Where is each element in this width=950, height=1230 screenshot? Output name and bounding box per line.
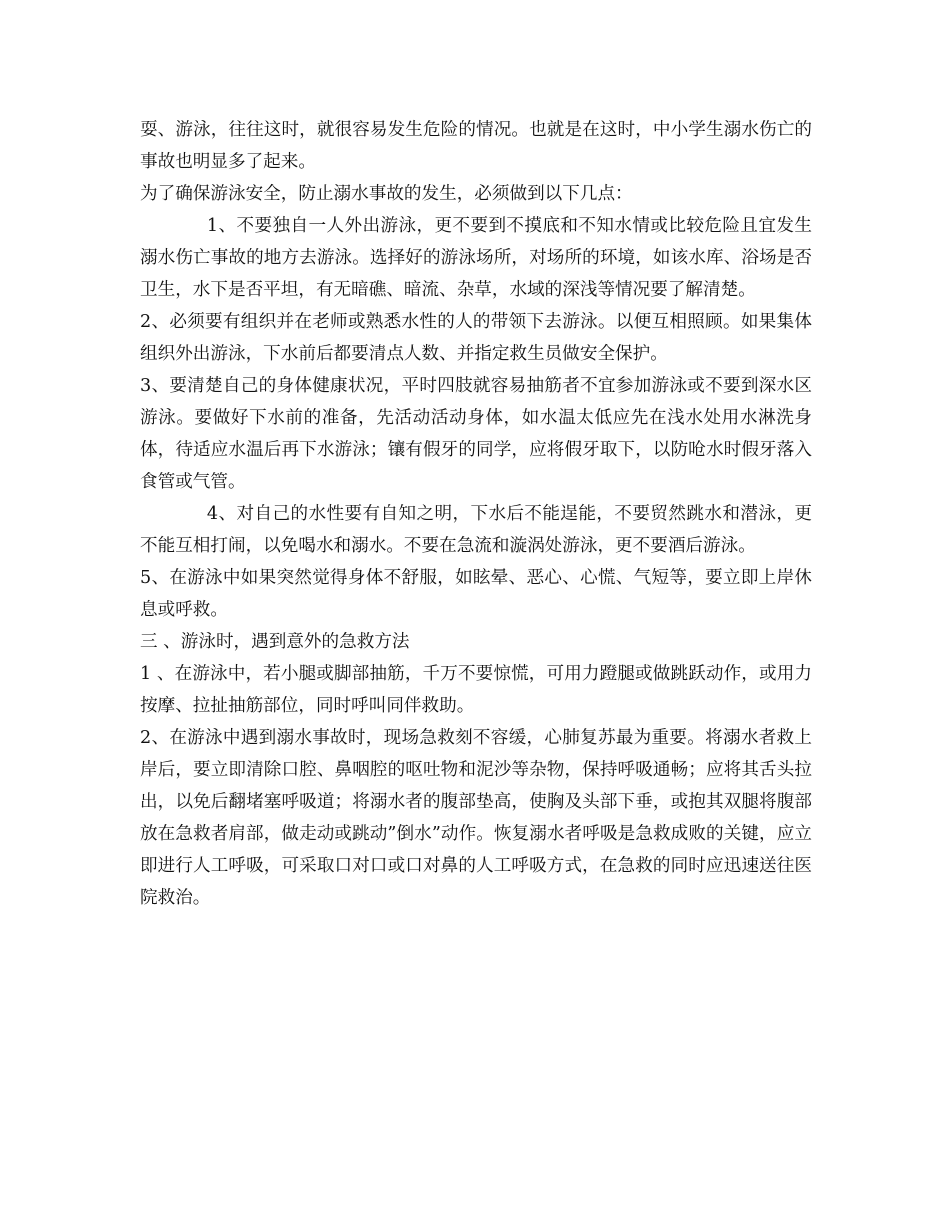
paragraph-intro-continued: 耍、游泳，往往这时，就很容易发生危险的情况。也就是在这时，中小学生溺水伤亡的事故也明显多了起来。 [140, 120, 812, 172]
document-body [140, 114, 812, 914]
section-heading-first-aid: 三 、游泳时，遇到意外的急救方法 [140, 632, 410, 652]
paragraph-first-aid-1: 1 、在游泳中，若小腿或脚部抽筋，千万不要惊慌，可用力蹬腿或做跳跃动作，或用力按摩、拉扯抽筋部位，同时呼叫同伴救助。 [140, 664, 812, 716]
paragraph-rule-3: 3、要清楚自己的身体健康状况，平时四肢就容易抽筋者不宜参加游泳或不要到深水区游泳。要做好下水前的准备，先活动活动身体，如水温太低应先在浅水处用水淋洗身体，待适应水温后再下水游泳；镶有假牙的同学，应将假牙取下，以防呛水时假牙落入食管或气管。 [140, 376, 812, 492]
paragraph-rule-4: 4、对自己的水性要有自知之明，下水后不能逞能，不要贸然跳水和潜泳，更不能互相打闹，以免喝水和溺水。不要在急流和漩涡处游泳，更不要酒后游泳。 [140, 504, 812, 556]
paragraph-rule-2: 2、必须要有组织并在老师或熟悉水性的人的带领下去游泳。以便互相照顾。如果集体组织外出游泳，下水前后都要清点人数、并指定救生员做安全保护。 [140, 312, 812, 364]
paragraph-rule-5: 5、在游泳中如果突然觉得身体不舒服，如眩晕、恶心、心慌、气短等，要立即上岸休息或呼救。 [140, 568, 812, 620]
paragraph-safety-intro: 为了确保游泳安全，防止溺水事故的发生，必须做到以下几点： [140, 184, 633, 204]
paragraph-rule-1: 1、不要独自一人外出游泳，更不要到不摸底和不知水情或比较危险且宜发生溺水伤亡事故的地方去游泳。选择好的游泳场所，对场所的环境，如该水库、浴场是否卫生，水下是否平坦，有无暗礁、暗流、杂草，水域的深浅等情况要了解清楚。 [140, 216, 812, 300]
paragraph-first-aid-2: 2、在游泳中遇到溺水事故时，现场急救刻不容缓，心肺复苏最为重要。将溺水者救上岸后，要立即清除口腔、鼻咽腔的呕吐物和泥沙等杂物，保持呼吸通畅；应将其舌头拉出，以免后翻堵塞呼吸道；将溺水者的腹部垫高，使胸及头部下垂，或抱其双腿将腹部放在急救者肩部，做走动或跳动”倒水”动作。恢复溺水者呼吸是急救成败的关键，应立即进行人工呼吸，可采取口对口或口对鼻的人工呼吸方式，在急救的同时应迅速送往医院救治。 [140, 728, 812, 908]
